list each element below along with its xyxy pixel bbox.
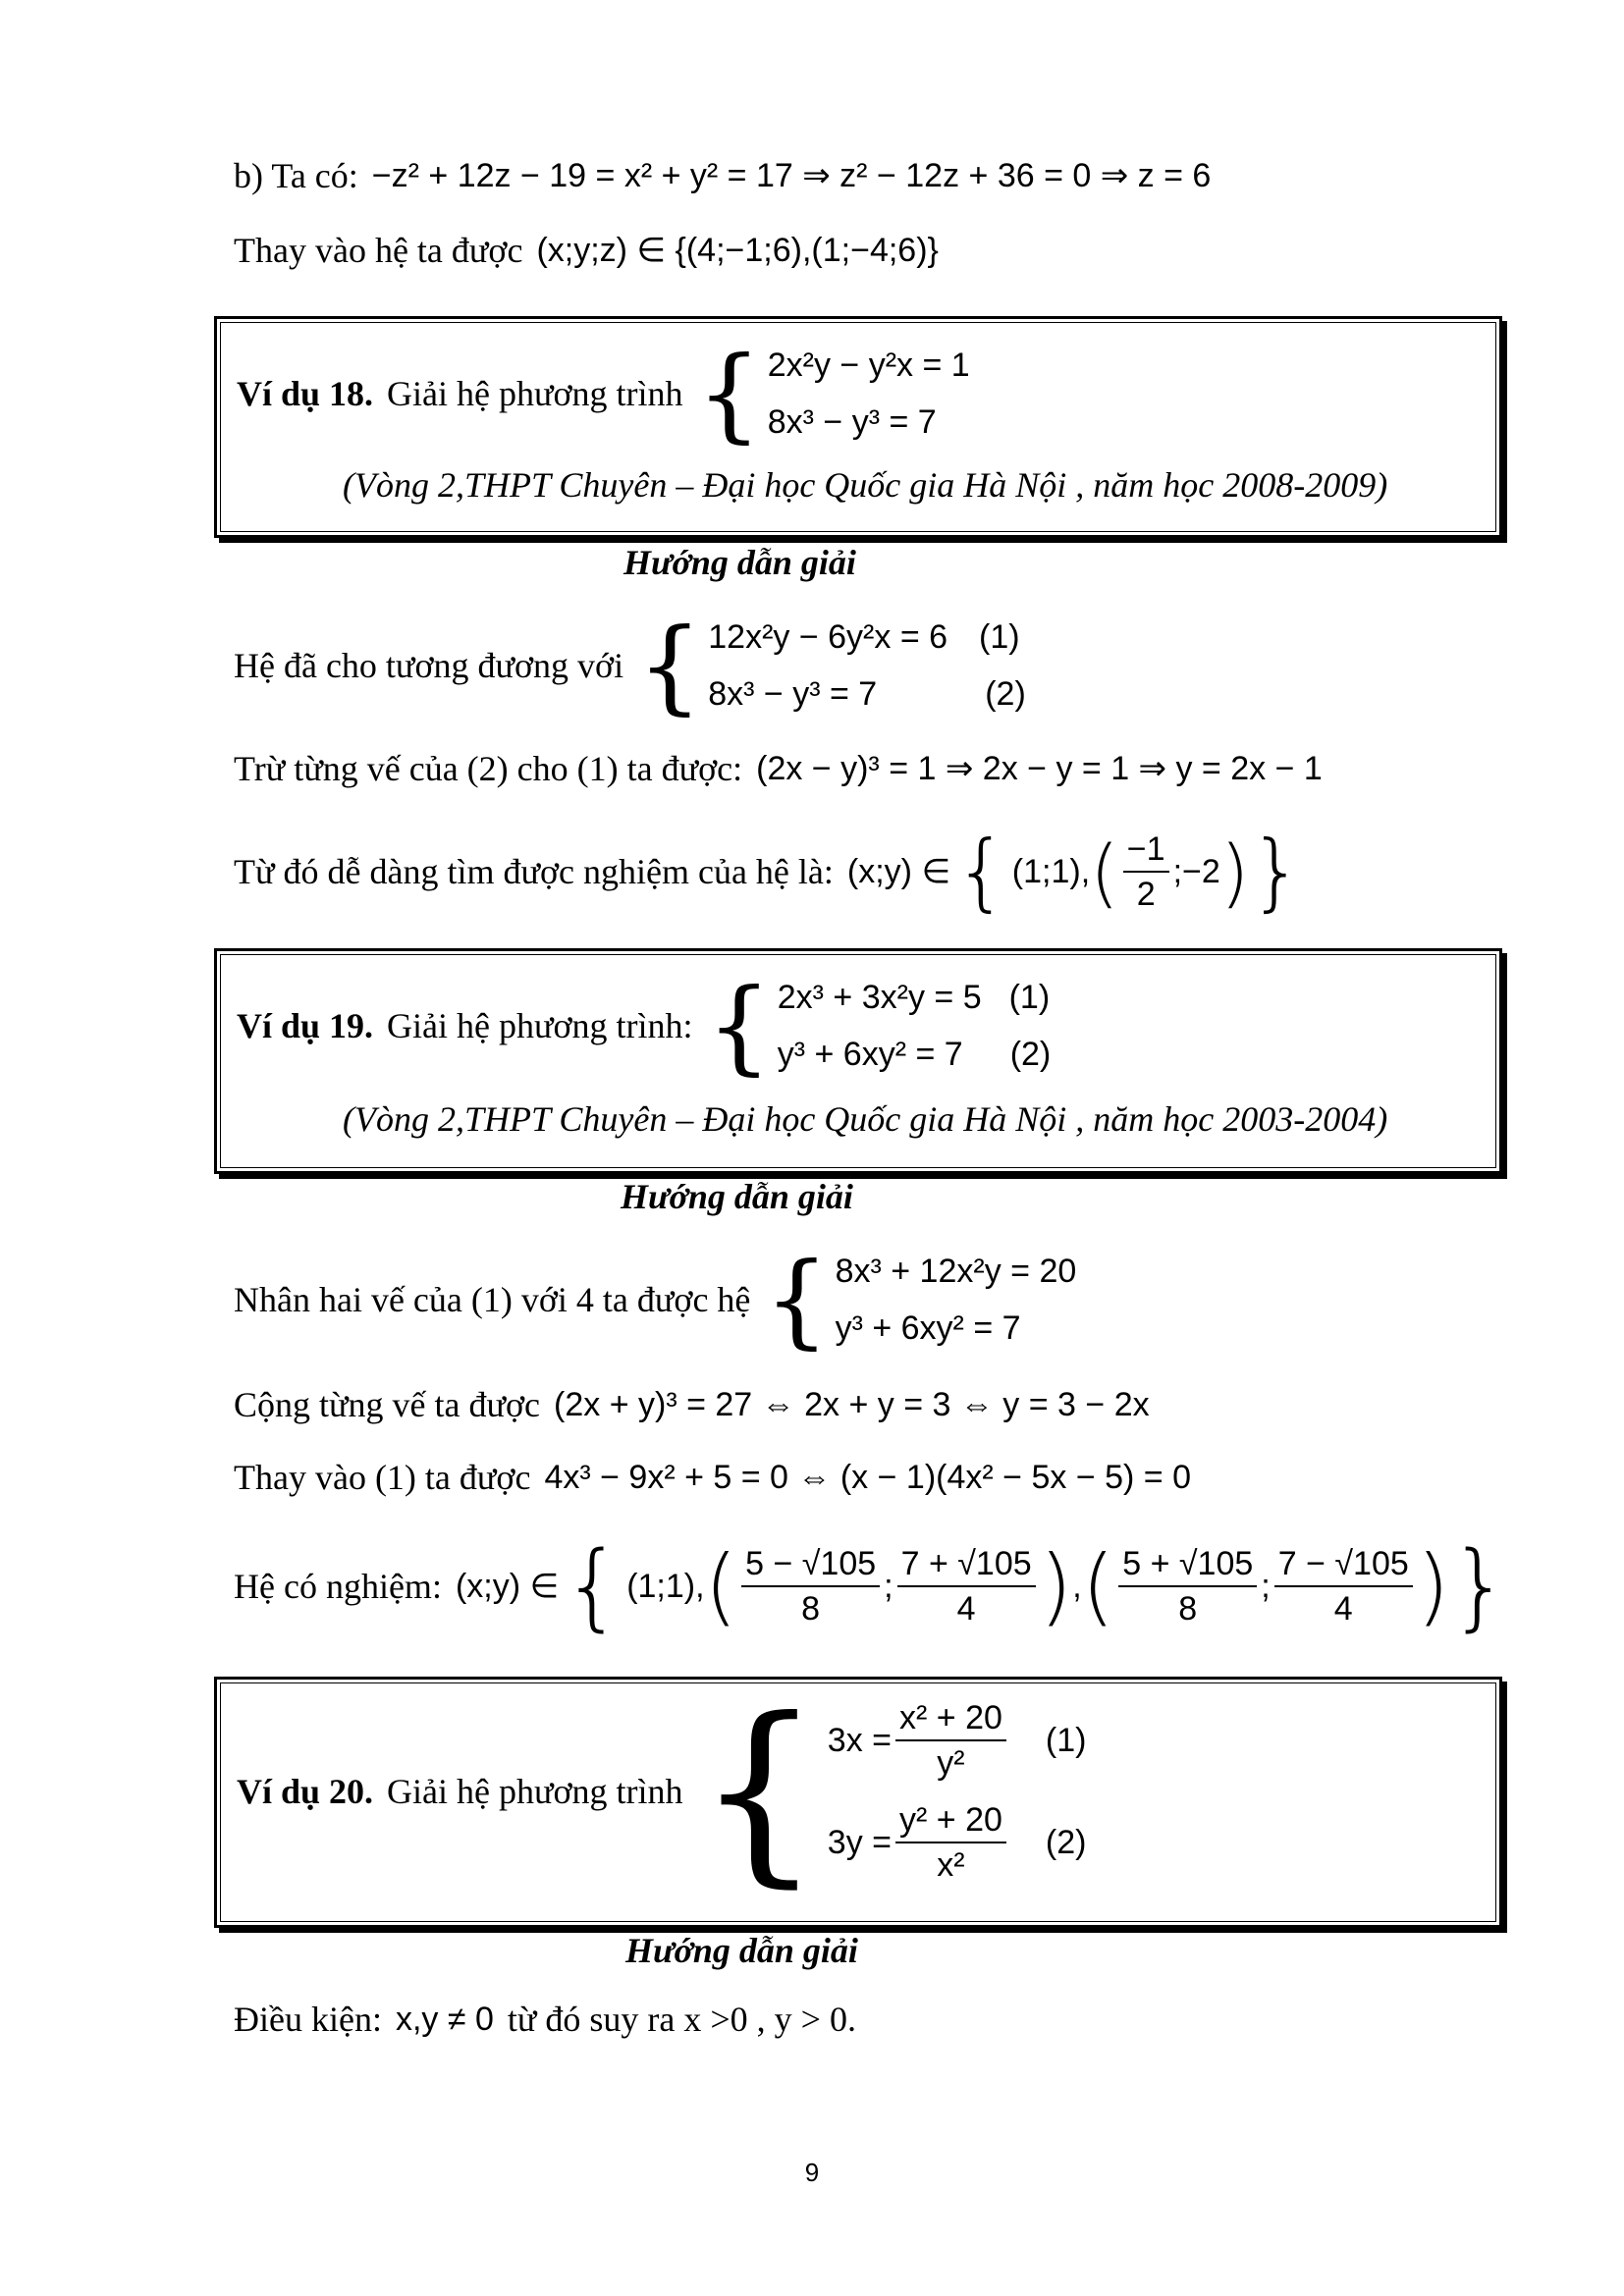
solution-19-result-first: (1;1), <box>626 1567 705 1605</box>
example-20-eq2-lhs: 3y = <box>827 1823 893 1861</box>
solution-20-cond-tail: từ đó suy ra x >0 , y > 0. <box>507 2000 856 2039</box>
solution-18-eq2: 8x³ − y³ = 7 <box>708 675 878 713</box>
part-b-line <box>234 155 1211 196</box>
solution-18-eq1: 12x²y − 6y²x = 6 <box>708 618 948 656</box>
example-19-label: Ví dụ 19. <box>237 1006 374 1045</box>
solution-18-system-line <box>234 606 1026 725</box>
example-20-box <box>214 1677 1502 1928</box>
system-brace: { <box>696 1677 822 1905</box>
solution-19-s3x-den: 8 <box>1178 1590 1198 1628</box>
solution-18-subtract-lead: Trừ từng vế của (2) cho (1) ta được: <box>234 749 743 788</box>
solution-19-result-pre: (x;y) ∈ <box>455 1568 560 1605</box>
solution-18-result-pre: (x;y) ∈ <box>846 853 951 890</box>
solution-19-sub-eq: 4x³ − 9x² + 5 = 0 ⇔ (x − 1)(4x² − 5x − 5) = 0 <box>544 1458 1192 1496</box>
example-19-eq1: 2x³ + 3x²y = 5 <box>777 979 982 1016</box>
substitute-line <box>234 230 939 271</box>
example-18-box <box>214 316 1502 538</box>
example-18-prompt: Giải hệ phương trình <box>387 374 683 413</box>
part-b-equation: −z² + 12z − 19 = x² + y² = 17 ⇒ z² − 12z + 36 = 0 ⇒ z = 6 <box>371 157 1212 194</box>
solution-19-s2y-den: 4 <box>956 1590 976 1628</box>
solution-20-cond-lead: Điều kiện: <box>234 2000 382 2039</box>
solution-18-tag2: (2) <box>985 675 1026 713</box>
system-brace: { <box>637 606 703 725</box>
solution-19-s2x-num: 5 − √105 <box>741 1542 880 1587</box>
example-20-eq1-den: y² <box>937 1744 965 1782</box>
solution-19-sub-lead: Thay vào (1) ta được <box>234 1458 531 1497</box>
solution-18-subtract-eq: (2x − y)³ = 1 ⇒ 2x − y = 1 ⇒ y = 2x − 1 <box>756 750 1323 787</box>
solution-20-cond-eq: x,y ≠ 0 <box>395 2000 494 2038</box>
solution-18-tag1: (1) <box>979 618 1020 656</box>
example-20-tag2: (2) <box>1045 1823 1087 1861</box>
system-brace: { <box>706 966 772 1086</box>
part-b-lead: b) Ta có: <box>234 156 358 195</box>
example-18-eq1: 2x²y − y²x = 1 <box>767 347 970 384</box>
solution-19-s2x-den: 8 <box>801 1590 821 1628</box>
solution-19-s3y-den: 4 <box>1333 1590 1353 1628</box>
example-20-eq2-num: y² + 20 <box>895 1798 1006 1843</box>
example-18-source: (Vòng 2,THPT Chuyên – Đại học Quốc gia Hà Nội , năm học 2008-2009) <box>343 465 1388 505</box>
solution-20-condition-line <box>234 1999 856 2040</box>
solution-19-s3x-num: 5 + √105 <box>1118 1542 1257 1587</box>
solution-18-result-lead: Từ đó dễ dàng tìm được nghiệm của hệ là: <box>234 852 834 891</box>
solution-18-heading: Hướng dẫn giải <box>623 543 856 582</box>
example-18-label: Ví dụ 18. <box>237 374 374 413</box>
page-number: 9 <box>804 2158 820 2187</box>
solution-18-result-tail: ;−2 <box>1172 852 1220 890</box>
solution-19-result-line: Hệ có nghiệm: (x;y) ∈ { (1;1), ( $\frac{5 - √105}{8}$ ; $\frac{7 + √105}{4}$ ) , ( $\frac{5 + √105}{8}$ ; $\frac{7 - √105}{4}$ ) } <box>234 1531 1510 1641</box>
solution-19-add-lead: Cộng từng vế ta được <box>234 1385 541 1424</box>
solution-20-heading: Hướng dẫn giải <box>625 1931 858 1970</box>
example-18-eq2: 8x³ − y³ = 7 <box>767 403 937 441</box>
example-20-eq1-lhs: 3x = <box>827 1721 893 1759</box>
example-19-tag1: (1) <box>1008 979 1051 1016</box>
solution-18-subtract-line <box>234 748 1323 789</box>
solution-19-s3y-num: 7 − √105 <box>1274 1542 1413 1587</box>
substitute-lead: Thay vào hệ ta được <box>234 231 523 270</box>
solution-19-multiply-line <box>234 1240 1077 1360</box>
solution-19-multiply-lead: Nhân hai vế của (1) với 4 ta được hệ <box>234 1280 751 1319</box>
solution-18-result-line: Từ đó dễ dàng tìm được nghiệm của hệ là: (x;y) ∈ { (1;1), ( $\frac{-1}{2}$ ;−2 ) } <box>234 823 1304 921</box>
solution-19-eq2: y³ + 6xy² = 7 <box>835 1309 1021 1347</box>
solution-18-frac-num: −1 <box>1123 828 1169 873</box>
example-19-box <box>214 948 1502 1174</box>
solution-18-equiv-lead: Hệ đã cho tương đương với <box>234 646 624 685</box>
example-20-tag1: (1) <box>1045 1721 1087 1759</box>
solution-19-add-eq: (2x + y)³ = 27 ⇔ 2x + y = 3 ⇔ y = 3 − 2x <box>554 1385 1150 1423</box>
example-19-eq2: y³ + 6xy² = 7 <box>777 1036 963 1073</box>
example-19-prompt: Giải hệ phương trình: <box>387 1006 693 1045</box>
example-20-label: Ví dụ 20. <box>237 1772 374 1811</box>
example-19-source: (Vòng 2,THPT Chuyên – Đại học Quốc gia Hà Nội , năm học 2003-2004) <box>343 1099 1388 1139</box>
solution-18-frac-den: 2 <box>1136 876 1156 913</box>
solution-19-sub-line <box>234 1457 1191 1498</box>
solution-19-s2y-num: 7 + √105 <box>897 1542 1036 1587</box>
system-brace: { <box>696 334 762 454</box>
solution-19-eq1: 8x³ + 12x²y = 20 <box>835 1253 1077 1290</box>
substitute-result: (x;y;z) ∈ {(4;−1;6),(1;−4;6)} <box>536 232 939 269</box>
example-20-eq2-den: x² <box>937 1846 965 1884</box>
example-20-eq1-num: x² + 20 <box>895 1696 1006 1741</box>
example-20-prompt: Giải hệ phương trình <box>387 1772 683 1811</box>
solution-19-add-line <box>234 1384 1150 1425</box>
system-brace: { <box>764 1240 830 1360</box>
solution-18-result-first: (1;1), <box>1011 852 1091 890</box>
example-19-tag2: (2) <box>1009 1036 1052 1073</box>
solution-19-heading: Hướng dẫn giải <box>621 1177 853 1216</box>
solution-19-result-lead: Hệ có nghiệm: <box>234 1567 442 1606</box>
